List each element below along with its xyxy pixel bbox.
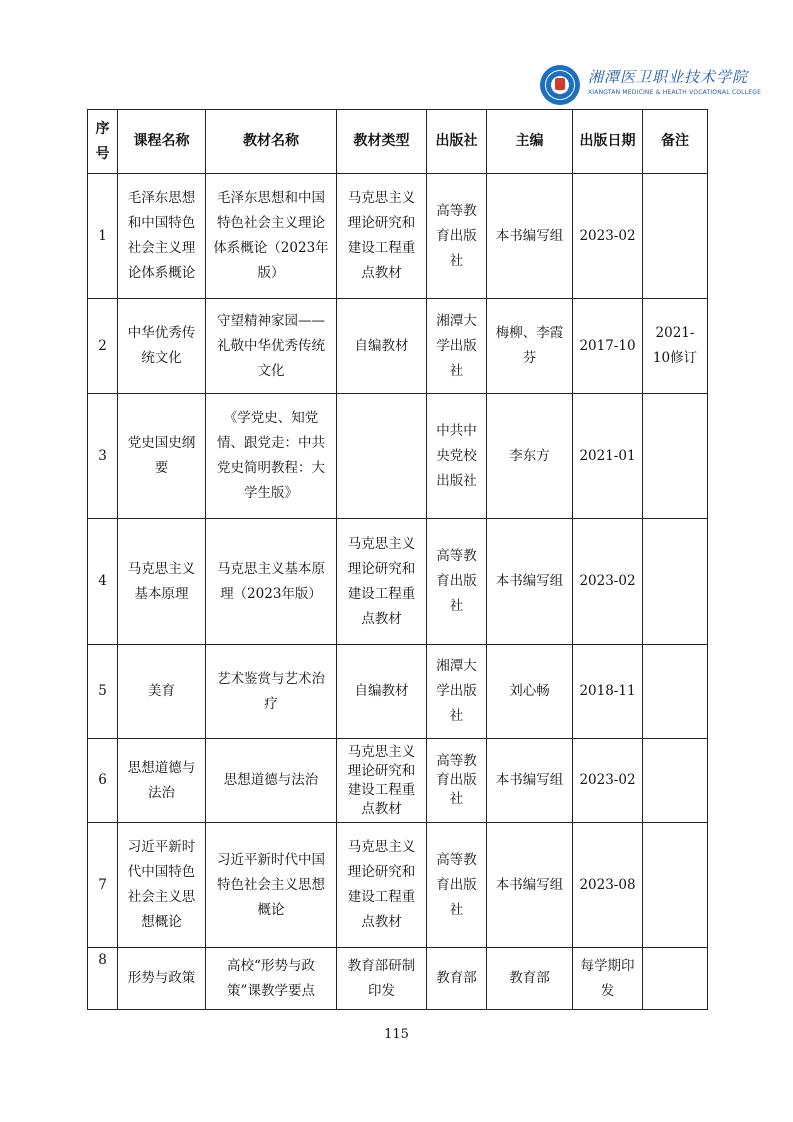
college-logo: [540, 64, 762, 110]
cell-textbook: 高校“形势与政策”课教学要点: [206, 948, 337, 1010]
cell-seq: 4: [88, 519, 118, 645]
textbook-table: [87, 109, 708, 1010]
cell-type: 自编教材: [337, 299, 427, 394]
table-row: [88, 739, 708, 823]
college-seal-icon: [540, 65, 580, 105]
column-header: 出版日期: [573, 110, 643, 174]
column-header: 序号: [88, 110, 118, 174]
cell-date: 2023-08: [573, 823, 643, 948]
cell-type: 马克思主义理论研究和建设工程重点教材: [337, 174, 427, 299]
cell-seq: 3: [88, 394, 118, 519]
cell-course: 习近平新时代中国特色社会主义思想概论: [118, 823, 206, 948]
cell-publisher: 高等教育出版社: [427, 174, 487, 299]
cell-seq: 6: [88, 739, 118, 823]
cell-note: [643, 739, 708, 823]
cell-course: 思想道德与法治: [118, 739, 206, 823]
column-header: 出版社: [427, 110, 487, 174]
cell-seq: 8: [88, 948, 118, 1010]
cell-publisher: 高等教育出版社: [427, 739, 487, 823]
cell-course: 党史国史纲要: [118, 394, 206, 519]
column-header: 教材类型: [337, 110, 427, 174]
cell-textbook: 艺术鉴赏与艺术治疗: [206, 645, 337, 739]
cell-date: 2017-10: [573, 299, 643, 394]
table-row: [88, 645, 708, 739]
cell-course: 毛泽东思想和中国特色社会主义理论体系概论: [118, 174, 206, 299]
cell-type: 教育部研制印发: [337, 948, 427, 1010]
cell-note: [643, 519, 708, 645]
cell-seq: 1: [88, 174, 118, 299]
table-row: [88, 823, 708, 948]
cell-note: [643, 645, 708, 739]
cell-course: 美育: [118, 645, 206, 739]
college-name: 湘潭医卫职业技术学院: [588, 68, 749, 86]
cell-date: 2023-02: [573, 174, 643, 299]
page-number: 115: [384, 1027, 409, 1042]
table-header-row: [88, 110, 708, 174]
cell-editor: 梅柳、李霞芬: [487, 299, 573, 394]
cell-publisher: 教育部: [427, 948, 487, 1010]
cell-seq: 5: [88, 645, 118, 739]
cell-date: 2023-02: [573, 519, 643, 645]
cell-note: 2021-10修订: [643, 299, 708, 394]
table-row: [88, 394, 708, 519]
column-header: 教材名称: [206, 110, 337, 174]
cell-textbook: 思想道德与法治: [206, 739, 337, 823]
table-row: [88, 174, 708, 299]
cell-editor: 李东方: [487, 394, 573, 519]
cell-textbook: 马克思主义基本原理（2023年版）: [206, 519, 337, 645]
cell-note: [643, 394, 708, 519]
cell-editor: 教育部: [487, 948, 573, 1010]
cell-publisher: 中共中央党校出版社: [427, 394, 487, 519]
column-header: 主编: [487, 110, 573, 174]
cell-date: 2021-01: [573, 394, 643, 519]
cell-textbook: 《学党史、知党情、跟党走：中共党史简明教程：大学生版》: [206, 394, 337, 519]
cell-type: [337, 394, 427, 519]
cell-textbook: 守望精神家园——礼敬中华优秀传统文化: [206, 299, 337, 394]
cell-textbook: 毛泽东思想和中国特色社会主义理论体系概论（2023年版）: [206, 174, 337, 299]
cell-note: [643, 823, 708, 948]
cell-textbook: 习近平新时代中国特色社会主义思想概论: [206, 823, 337, 948]
cell-date: 2018-11: [573, 645, 643, 739]
cell-course: 形势与政策: [118, 948, 206, 1010]
cell-type: 马克思主义理论研究和建设工程重点教材: [337, 739, 427, 823]
table-row: [88, 299, 708, 394]
cell-seq: 7: [88, 823, 118, 948]
cell-date: 每学期印发: [573, 948, 643, 1010]
cell-editor: 刘心畅: [487, 645, 573, 739]
table-row: [88, 948, 708, 1010]
cell-publisher: 湘潭大学出版社: [427, 299, 487, 394]
cell-editor: 本书编写组: [487, 823, 573, 948]
column-header: 课程名称: [118, 110, 206, 174]
cell-publisher: 高等教育出版社: [427, 519, 487, 645]
cell-note: [643, 948, 708, 1010]
cell-note: [643, 174, 708, 299]
cell-editor: 本书编写组: [487, 739, 573, 823]
table-row: [88, 519, 708, 645]
column-header: 备注: [643, 110, 708, 174]
cell-date: 2023-02: [573, 739, 643, 823]
cell-type: 马克思主义理论研究和建设工程重点教材: [337, 823, 427, 948]
cell-publisher: 高等教育出版社: [427, 823, 487, 948]
cell-type: 马克思主义理论研究和建设工程重点教材: [337, 519, 427, 645]
cell-seq: 2: [88, 299, 118, 394]
college-english-name: XIANGTAN MEDICINE & HEALTH VOCATIONAL COLLEGE: [588, 89, 762, 96]
cell-course: 马克思主义基本原理: [118, 519, 206, 645]
cell-type: 自编教材: [337, 645, 427, 739]
cell-editor: 本书编写组: [487, 519, 573, 645]
cell-course: 中华优秀传统文化: [118, 299, 206, 394]
cell-publisher: 湘潭大学出版社: [427, 645, 487, 739]
cell-editor: 本书编写组: [487, 174, 573, 299]
